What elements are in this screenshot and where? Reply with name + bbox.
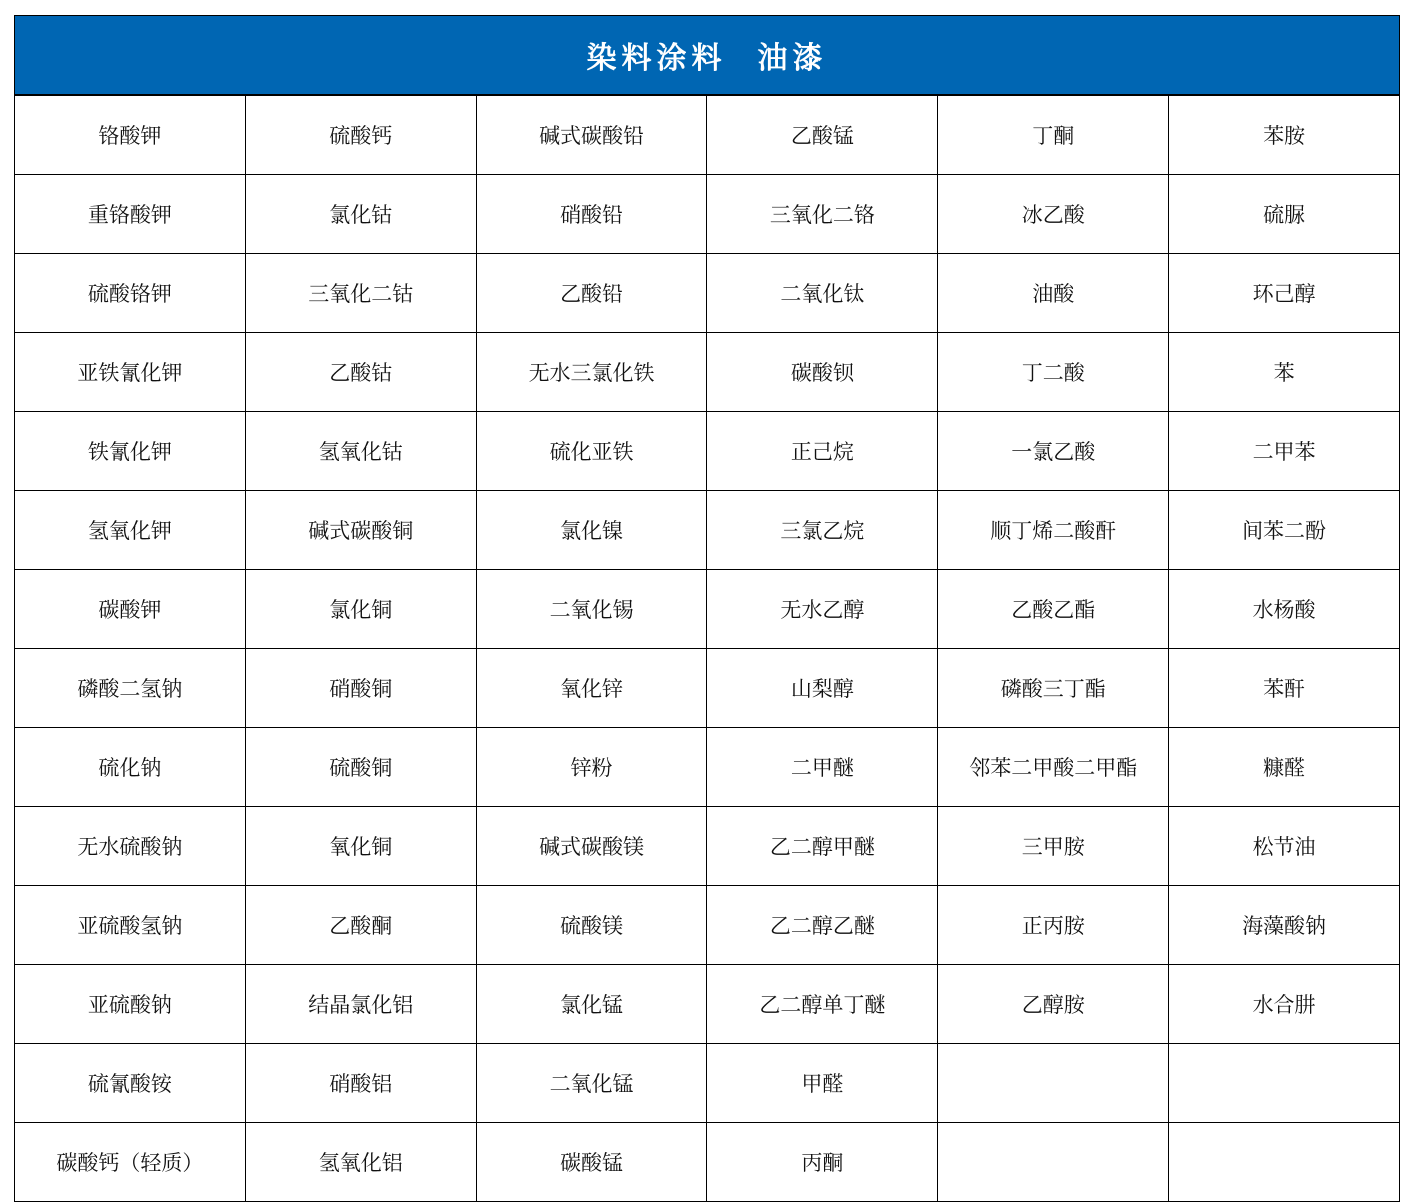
chemical-table-body [15, 96, 1400, 1202]
table-cell: 亚硫酸氢钠 [15, 886, 246, 965]
table-cell: 硫酸镁 [476, 886, 707, 965]
table-cell [1169, 1123, 1400, 1202]
table-cell: 苯胺 [1169, 96, 1400, 175]
table-cell: 丁酮 [938, 96, 1169, 175]
table-cell: 硝酸铝 [245, 1044, 476, 1123]
table-cell: 硫氰酸铵 [15, 1044, 246, 1123]
table-cell: 三氧化二钴 [245, 254, 476, 333]
chemical-list-sheet [14, 15, 1400, 1191]
table-cell: 一氯乙酸 [938, 412, 1169, 491]
table-cell: 硫化钠 [15, 728, 246, 807]
table-cell: 乙二醇单丁醚 [707, 965, 938, 1044]
table-cell: 氢氧化铝 [245, 1123, 476, 1202]
table-row [15, 491, 1400, 570]
table-cell: 正丙胺 [938, 886, 1169, 965]
table-cell: 氧化铜 [245, 807, 476, 886]
table-row [15, 96, 1400, 175]
table-cell: 氯化镍 [476, 491, 707, 570]
table-cell: 锌粉 [476, 728, 707, 807]
table-cell: 冰乙酸 [938, 175, 1169, 254]
table-row [15, 333, 1400, 412]
table-cell: 硫脲 [1169, 175, 1400, 254]
table-cell: 二氧化钛 [707, 254, 938, 333]
table-cell: 糠醛 [1169, 728, 1400, 807]
table-cell: 铬酸钾 [15, 96, 246, 175]
table-cell: 氢氧化钴 [245, 412, 476, 491]
table-cell: 丙酮 [707, 1123, 938, 1202]
table-row [15, 175, 1400, 254]
table-cell: 苯酐 [1169, 649, 1400, 728]
table-cell: 磷酸三丁酯 [938, 649, 1169, 728]
table-row [15, 728, 1400, 807]
table-cell: 无水三氯化铁 [476, 333, 707, 412]
table-cell: 无水乙醇 [707, 570, 938, 649]
table-cell: 乙二醇甲醚 [707, 807, 938, 886]
table-cell: 氯化钴 [245, 175, 476, 254]
table-cell: 碳酸钡 [707, 333, 938, 412]
table-cell: 硫酸钙 [245, 96, 476, 175]
table-row [15, 807, 1400, 886]
chemical-table [14, 95, 1400, 1202]
table-cell [1169, 1044, 1400, 1123]
table-cell: 硝酸铅 [476, 175, 707, 254]
table-cell: 氯化铜 [245, 570, 476, 649]
table-cell: 海藻酸钠 [1169, 886, 1400, 965]
table-cell: 二甲醚 [707, 728, 938, 807]
table-cell: 油酸 [938, 254, 1169, 333]
table-cell: 水合肼 [1169, 965, 1400, 1044]
table-cell: 碱式碳酸镁 [476, 807, 707, 886]
table-cell: 重铬酸钾 [15, 175, 246, 254]
table-cell: 氧化锌 [476, 649, 707, 728]
table-cell: 二氧化锰 [476, 1044, 707, 1123]
table-cell: 乙酸锰 [707, 96, 938, 175]
section-title: 染料涂料 油漆 [586, 41, 828, 76]
table-cell: 松节油 [1169, 807, 1400, 886]
table-row [15, 649, 1400, 728]
table-cell: 碳酸钙（轻质） [15, 1123, 246, 1202]
table-cell: 氢氧化钾 [15, 491, 246, 570]
table-cell: 碱式碳酸铜 [245, 491, 476, 570]
table-row [15, 965, 1400, 1044]
table-cell: 三氯乙烷 [707, 491, 938, 570]
table-cell: 环己醇 [1169, 254, 1400, 333]
table-row [15, 570, 1400, 649]
table-row [15, 886, 1400, 965]
table-row [15, 1044, 1400, 1123]
table-cell: 山梨醇 [707, 649, 938, 728]
table-cell: 乙醇胺 [938, 965, 1169, 1044]
table-cell: 甲醛 [707, 1044, 938, 1123]
table-cell [938, 1123, 1169, 1202]
table-row [15, 254, 1400, 333]
table-cell: 乙酸酮 [245, 886, 476, 965]
table-cell: 碳酸锰 [476, 1123, 707, 1202]
table-cell: 亚硫酸钠 [15, 965, 246, 1044]
table-row [15, 412, 1400, 491]
table-cell: 乙酸乙酯 [938, 570, 1169, 649]
table-cell: 二甲苯 [1169, 412, 1400, 491]
table-cell: 硫酸铜 [245, 728, 476, 807]
table-cell: 硫酸铬钾 [15, 254, 246, 333]
table-cell: 碳酸钾 [15, 570, 246, 649]
section-header [14, 15, 1400, 95]
table-cell: 碱式碳酸铅 [476, 96, 707, 175]
table-cell: 苯 [1169, 333, 1400, 412]
table-cell: 乙酸钴 [245, 333, 476, 412]
table-cell: 乙酸铅 [476, 254, 707, 333]
table-cell: 硝酸铜 [245, 649, 476, 728]
table-cell: 亚铁氰化钾 [15, 333, 246, 412]
table-cell: 硫化亚铁 [476, 412, 707, 491]
table-cell: 结晶氯化铝 [245, 965, 476, 1044]
table-cell [938, 1044, 1169, 1123]
table-cell: 铁氰化钾 [15, 412, 246, 491]
table-cell: 丁二酸 [938, 333, 1169, 412]
table-cell: 间苯二酚 [1169, 491, 1400, 570]
table-cell: 正己烷 [707, 412, 938, 491]
table-cell: 二氧化锡 [476, 570, 707, 649]
table-cell: 顺丁烯二酸酐 [938, 491, 1169, 570]
table-cell: 三甲胺 [938, 807, 1169, 886]
table-cell: 乙二醇乙醚 [707, 886, 938, 965]
table-cell: 磷酸二氢钠 [15, 649, 246, 728]
table-cell: 氯化锰 [476, 965, 707, 1044]
table-cell: 邻苯二甲酸二甲酯 [938, 728, 1169, 807]
table-cell: 无水硫酸钠 [15, 807, 246, 886]
table-cell: 三氧化二铬 [707, 175, 938, 254]
table-cell: 水杨酸 [1169, 570, 1400, 649]
table-row [15, 1123, 1400, 1202]
